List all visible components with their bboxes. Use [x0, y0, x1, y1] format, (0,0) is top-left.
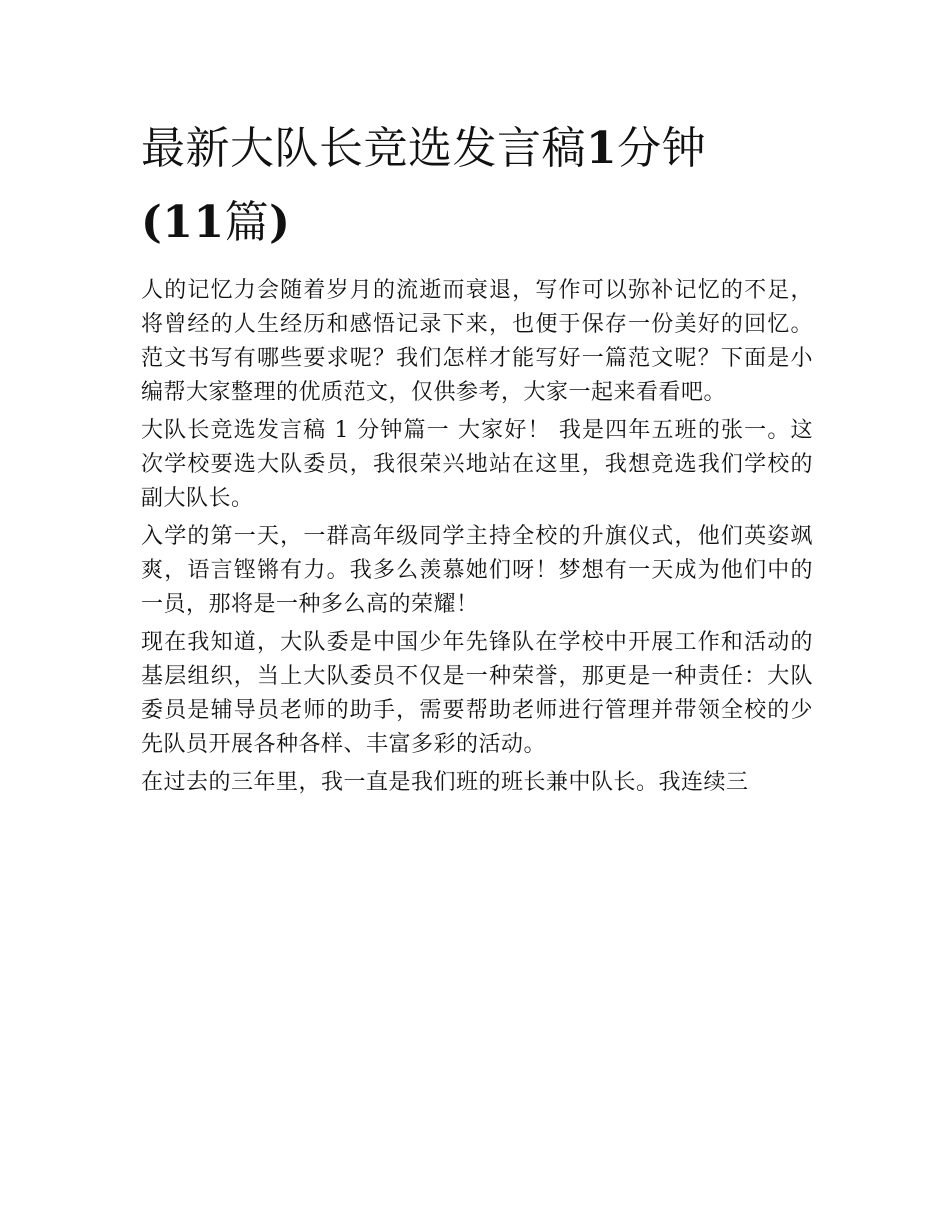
- title-text-suffix: 分钟: [617, 123, 707, 174]
- paragraph-greeting: 大队长竞选发言稿 1 分钟篇一 大家好！ 我是四年五班的张一。这次学校要选大队委员，我很荣兴地站在这里，我想竞选我们学校的副大队长。: [141, 418, 813, 511]
- document-title: [141, 112, 813, 260]
- title-paren-close: ): [269, 197, 291, 248]
- title-count-word: 篇: [224, 197, 270, 248]
- paragraph-responsibility: 现在我知道，大队委是中国少年先锋队在学校中开展工作和活动的基层组织，当上大队委员不仅是一种荣誉，那更是一种责任：大队委员是辅导员老师的助手，需要帮助老师进行管理并带领全校的少先队员开展各种各样、丰富多彩的活动。: [141, 630, 813, 757]
- title-text-prefix: 最新大队长竞选发言稿: [141, 123, 586, 174]
- paragraph-intro: 人的记忆力会随着岁月的流逝而衰退，写作可以弥补记忆的不足，将曾经的人生经历和感悟记录下来，也便于保存一份美好的回忆。范文书写有哪些要求呢？我们怎样才能写好一篇范文呢？下面是小编帮大家整理的优质范文，仅供参考，大家一起来看看吧。: [141, 278, 813, 405]
- title-paren-open: (: [141, 197, 163, 248]
- paragraph-past-years: 在过去的三年里，我一直是我们班的班长兼中队长。我连续三: [141, 770, 749, 795]
- title-count-number: 11: [162, 197, 225, 248]
- paragraph-first-day: 入学的第一天，一群高年级同学主持全校的升旗仪式，他们英姿飒爽，语言铿锵有力。我多么羡慕她们呀！梦想有一天成为他们中的一员，那将是一种多么高的荣耀！: [141, 524, 813, 617]
- document-body: [141, 112, 813, 804]
- title-minutes-number: 1: [586, 123, 618, 174]
